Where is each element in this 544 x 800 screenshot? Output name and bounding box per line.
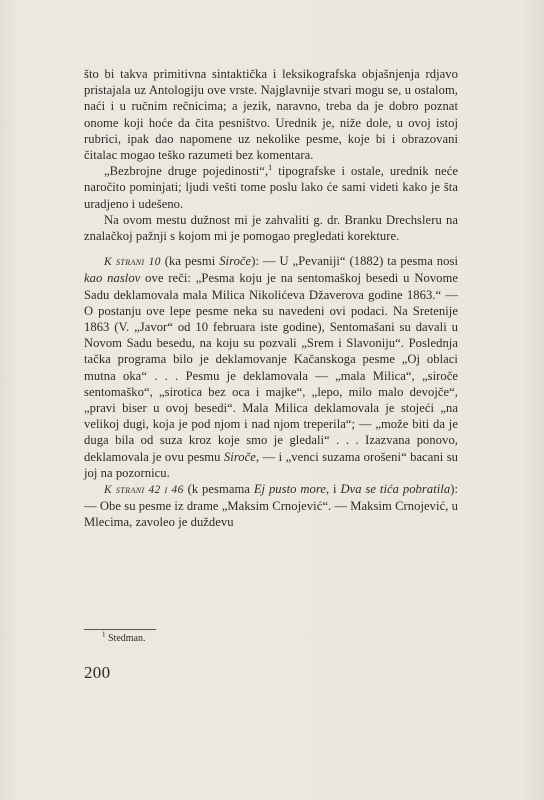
body-text [84,66,458,531]
poem-title-ej-pusto-more: Ej pusto more [253,482,326,497]
paragraph-5-part-b: , i [325,482,341,497]
paragraph-4-part-b: ): — U „Pevaniji“ (1882) ta pesma nosi [251,254,458,269]
footnote-marker: 1 [268,163,273,173]
paragraph-5 [84,481,458,531]
paragraph-5-part-a: (k pesmama [183,482,254,497]
paragraph-2-part-b: tipografske i ostale, urednik neće naročito pominjati; ljudi vešti tome poslu lako će sami videti kako je šta uradjeno i udešeno. [84,164,458,211]
paragraph-4 [84,253,458,481]
paragraph-1: što bi takva primitivna sintaktička i leksikografska objašnjenja rdjavo pristajala uz Antologiju ove vrste. Najglavnije stvari mogu se, u ostalom, naći i u ručnim rečnicima; a jezik, naravno, treba da je dobro poznat onome koji hoće da čita pesništvo. Urednik je, niže dole, u ovoj istoj rubrici, ipak dao napomene uz nekolike pesme, koje bi i obrazovani čitalac mogao teško razumeti bez komentara. [84,67,458,163]
paragraph-4-part-a: (ka pesmi [160,254,220,269]
paragraph-4-part-d: , — i „venci suzama orošeni“ bacani su joj na pozornicu. [84,449,458,480]
footnote [102,630,146,645]
paragraph-2-part-a: „Bezbrojne druge pojedinosti“, [104,164,269,179]
page-number: 200 [84,663,111,682]
poem-title-dva-se-tica: Dva se tića pobratila [340,482,451,497]
paragraph-2 [84,163,458,212]
footnote-number: 1 [102,630,106,639]
paragraph-5-part-c: ): — Obe su pesme iz drame „Maksim Crnojević“. — Maksim Crnojević, u Mlecima, zavoleo je duždevu [84,482,458,530]
page-reference-42-46: K strani 42 i 46 [104,484,184,497]
footnote-text: Stedman. [108,633,146,644]
page-reference-10: K strani 10 [104,256,161,269]
paragraph-4-part-c: ove reči: „Pesma koju je na sentomaškoj besedi u Novome Sadu deklamovala mala Milica Nikolićeva Džaverova godine 1863.“ — O postanju ove lepe pesme neka su navedeni ovi podaci. Na Sretenije 1863 (V. „Javor“ od 10 februara iste godine), Sentomašani su davali u Novom Sadu besedu, na koju su pozvali „Srem i Slavoniju“. Poslednja tačka programa bilo je deklamovanje Kačanskoga pesme „Oj oblaci mutna oka“ . . . Pesmu je deklamovala — „mala Milica“, „siroče sentomaško“, „sirotica bez oca i majke“, „lepo, milo malo devojče“, „pravi biser u ovoj besedi“. Mala Milica deklamovala je stojeći „na velikoj dugi, koja je pod njom i nad njom treperila“; — „može biti da je duga bila od suza kroz koje smo je gledali“ . . . Izazvana ponovo, deklamovala je ovu pesmu [84,271,458,464]
poem-title-siroce-2: Siroče [223,449,256,464]
poem-title-siroce: Siroče [219,254,252,269]
footnote-divider [84,629,156,630]
paragraph-3: Na ovom mestu dužnost mi je zahvaliti g. dr. Branku Drechsleru na znalačkoj pažnji s kojom mi je pomogao pregledati korekture. [84,212,458,244]
kao-naslov-italic: kao naslov [84,271,141,286]
